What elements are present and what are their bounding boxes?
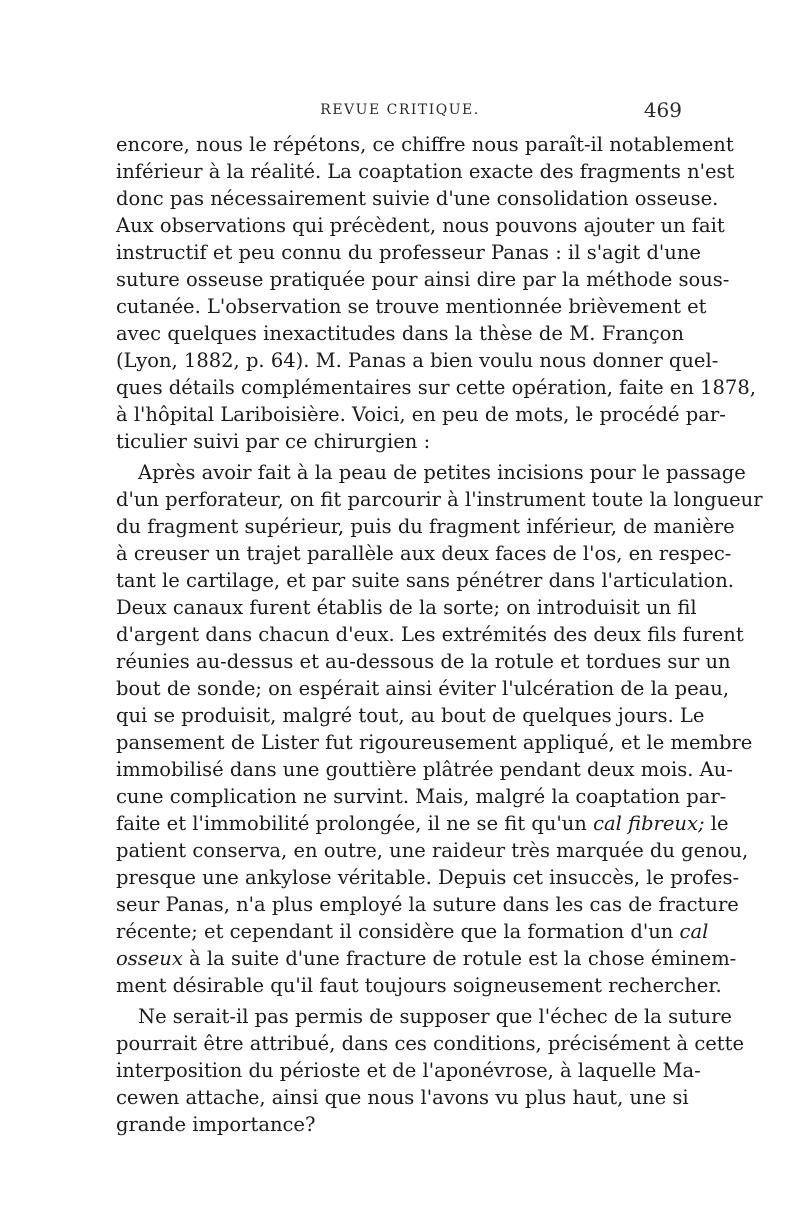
text-run: Deux canaux furent établis de la sorte; on introduisit un fil <box>116 596 697 619</box>
text-run: cutanée. L'observation se trouve mentionnée brièvement et <box>116 295 707 318</box>
text-line <box>116 1084 689 1111</box>
text-run: bout de sonde; on espérait ainsi éviter l'ulcération de la peau, <box>116 677 730 700</box>
text-line <box>116 212 725 239</box>
text-line <box>116 621 744 648</box>
text-line <box>116 594 697 621</box>
text-line <box>116 783 727 810</box>
text-line <box>116 1030 745 1057</box>
text-run: à la suite d'une fracture de rotule est la chose éminem- <box>182 947 737 970</box>
text-run: cal fibreux; <box>593 812 705 835</box>
text-run: (Lyon, 1882, p. 64). M. Panas a bien voulu nous donner quel- <box>116 349 719 372</box>
text-run: à l'hôpital Lariboisière. Voici, en peu de mots, le procédé par- <box>116 403 726 426</box>
text-run: d'argent dans chacun d'eux. Les extrémités des deux fils furent <box>116 623 744 646</box>
text-line <box>116 891 739 918</box>
text-line <box>116 347 719 374</box>
text-line <box>116 266 730 293</box>
text-run: immobilisé dans une gouttière plâtrée pendant deux mois. Au- <box>116 758 733 781</box>
text-line <box>116 540 732 567</box>
text-run: instructif et peu connu du professeur Panas : il s'agit d'une <box>116 241 701 264</box>
text-run: inférieur à la réalité. La coaptation exacte des fragments n'est <box>116 160 735 183</box>
text-run: grande importance? <box>116 1113 316 1136</box>
text-line <box>116 158 735 185</box>
text-line <box>116 1003 732 1030</box>
text-line <box>116 374 756 401</box>
text-run: récente; et cependant il considère que la formation d'un <box>116 920 680 943</box>
text-run: cune complication ne survint. Mais, malgré la coaptation par- <box>116 785 727 808</box>
text-line <box>116 945 737 972</box>
text-run: faite et l'immobilité prolongée, il ne se fit qu'un <box>116 812 594 835</box>
text-line <box>116 459 746 486</box>
running-header <box>0 98 800 124</box>
text-run: d'un perforateur, on fit parcourir à l'instrument toute la longueur <box>116 488 763 511</box>
text-run: osseux <box>116 947 183 970</box>
text-line <box>116 864 740 891</box>
text-line <box>116 513 735 540</box>
text-line <box>116 648 731 675</box>
text-run: qui se produisit, malgré tout, au bout de quelques jours. Le <box>116 704 705 727</box>
text-run: Aux observations qui précèdent, nous pouvons ajouter un fait <box>116 214 725 237</box>
text-line <box>116 702 705 729</box>
paragraph <box>116 459 763 999</box>
text-run: ment désirable qu'il faut toujours soigneusement rechercher. <box>116 974 722 997</box>
text-line <box>116 810 729 837</box>
text-run: encore, nous le répétons, ce chiffre nous paraît-il notablement <box>116 133 734 156</box>
text-line <box>116 486 763 513</box>
text-run: pourrait être attribué, dans ces conditions, précisément à cette <box>116 1032 745 1055</box>
text-run: ticulier suivi par ce chirurgien : <box>116 430 431 453</box>
text-line <box>116 918 709 945</box>
text-run: Ne serait-il pas permis de supposer que l'échec de la suture <box>138 1005 732 1028</box>
text-line <box>116 756 733 783</box>
text-line <box>116 185 719 212</box>
paragraph <box>116 1003 745 1138</box>
text-line <box>116 293 707 320</box>
text-run: avec quelques inexactitudes dans la thèse de M. Françon <box>116 322 684 345</box>
text-run: patient conserva, en outre, une raideur très marquée du genou, <box>116 839 749 862</box>
running-title: REVUE CRITIQUE. <box>320 102 480 118</box>
text-run: suture osseuse pratiquée pour ainsi dire par la méthode sous- <box>116 268 730 291</box>
text-line <box>116 320 684 347</box>
text-run: interposition du périoste et de l'aponévrose, à laquelle Ma- <box>116 1059 701 1082</box>
body-text <box>116 131 763 1138</box>
page-number: 469 <box>643 98 682 122</box>
text-line <box>116 401 726 428</box>
text-run: cewen attache, ainsi que nous l'avons vu plus haut, une si <box>116 1086 689 1109</box>
text-run: à creuser un trajet parallèle aux deux faces de l'os, en respec- <box>116 542 732 565</box>
text-line <box>116 567 734 594</box>
text-run: presque une ankylose véritable. Depuis cet insuccès, le profes- <box>116 866 740 889</box>
text-line <box>116 1057 701 1084</box>
text-line <box>116 1111 684 1138</box>
text-line <box>116 837 749 864</box>
text-run: ques détails complémentaires sur cette opération, faite en 1878, <box>116 376 756 399</box>
text-line <box>116 239 701 266</box>
text-run: Après avoir fait à la peau de petites incisions pour le passage <box>138 461 746 484</box>
text-run: réunies au-dessus et au-dessous de la rotule et tordues sur un <box>116 650 731 673</box>
paragraph <box>116 131 756 455</box>
text-run: le <box>704 812 729 835</box>
text-line <box>116 675 730 702</box>
text-run: seur Panas, n'a plus employé la suture dans les cas de fracture <box>116 893 739 916</box>
text-line <box>116 428 684 455</box>
text-run: cal <box>679 920 709 943</box>
text-line <box>116 131 734 158</box>
text-run: donc pas nécessairement suivie d'une consolidation osseuse. <box>116 187 719 210</box>
text-run: tant le cartilage, et par suite sans pénétrer dans l'articulation. <box>116 569 734 592</box>
text-line <box>116 729 753 756</box>
text-line <box>116 972 722 999</box>
text-run: du fragment supérieur, puis du fragment inférieur, de manière <box>116 515 735 538</box>
text-run: pansement de Lister fut rigoureusement appliqué, et le membre <box>116 731 753 754</box>
